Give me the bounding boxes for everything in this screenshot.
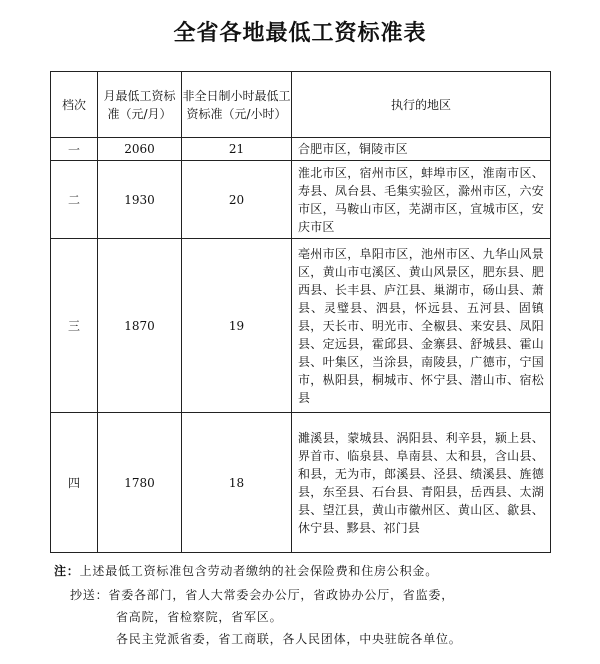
monthly-cell: 1930 <box>98 161 182 239</box>
cc-line-2: 省高院，省检察院，省军区。 <box>116 610 283 624</box>
table-header-row <box>51 72 551 138</box>
tier-cell: 三 <box>51 239 98 413</box>
hourly-cell: 20 <box>182 161 292 239</box>
areas-cell: 濉溪县，蒙城县、涡阳县、利辛县，颍上县、界首市、临泉县、阜南县、太和县，含山县、和县，无为市，郎溪县、泾县、绩溪县、旌德县，东至县、石台县、青阳县，岳西县、太湖县、望江县，黄山市徽州区、黄山区、歙县、休宁县、黟县、祁门县 <box>292 413 551 553</box>
areas-cell: 亳州市区，阜阳市区，池州市区、九华山风景区，黄山市屯溪区、黄山风景区，肥东县、肥西县、长丰县、庐江县、巢湖市，砀山县、萧县、灵璧县、泗县，怀远县、五河县、固镇县，天长市、明光市、全椒县、来安县、凤阳县、定远县，霍邱县、金寨县、舒城县、霍山县、叶集区，当涂县，南陵县，广德市，宁国市，枞阳县，桐城市、怀宁县、潜山市、宿松县 <box>292 239 551 413</box>
header-hourly: 非全日制小时最低工资标准（元/小时） <box>182 72 292 138</box>
footnote-text: 上述最低工资标准包含劳动者缴纳的社会保险费和住房公积金。 <box>79 564 439 578</box>
wage-table <box>50 71 551 553</box>
header-tier: 档次 <box>51 72 98 138</box>
table-row <box>51 239 551 413</box>
hourly-cell: 18 <box>182 413 292 553</box>
cc-line-3: 各民主党派省委，省工商联，各人民团体，中央驻皖各单位。 <box>116 632 462 646</box>
tier-cell: 四 <box>51 413 98 553</box>
monthly-cell: 2060 <box>98 138 182 161</box>
cc-list <box>70 584 590 650</box>
footnote-label: 注： <box>54 564 80 578</box>
tier-cell: 二 <box>51 161 98 239</box>
monthly-cell: 1780 <box>98 413 182 553</box>
hourly-cell: 19 <box>182 239 292 413</box>
table-row <box>51 138 551 161</box>
areas-cell: 合肥市区，铜陵市区 <box>292 138 551 161</box>
table-row <box>51 413 551 553</box>
header-areas: 执行的地区 <box>292 72 551 138</box>
page-title: 全省各地最低工资标准表 <box>173 20 427 46</box>
footnote <box>54 562 574 580</box>
areas-cell: 淮北市区，宿州市区，蚌埠市区，淮南市区、寿县、凤台县、毛集实验区，滁州市区，六安市区，马鞍山市区，芜湖市区，宣城市区，安庆市区 <box>292 161 551 239</box>
tier-cell: 一 <box>51 138 98 161</box>
cc-line-1: 抄送：省委各部门，省人大常委会办公厅，省政协办公厅，省监委， <box>70 588 455 602</box>
hourly-cell: 21 <box>182 138 292 161</box>
monthly-cell: 1870 <box>98 239 182 413</box>
table-row <box>51 161 551 239</box>
header-monthly: 月最低工资标准（元/月） <box>98 72 182 138</box>
